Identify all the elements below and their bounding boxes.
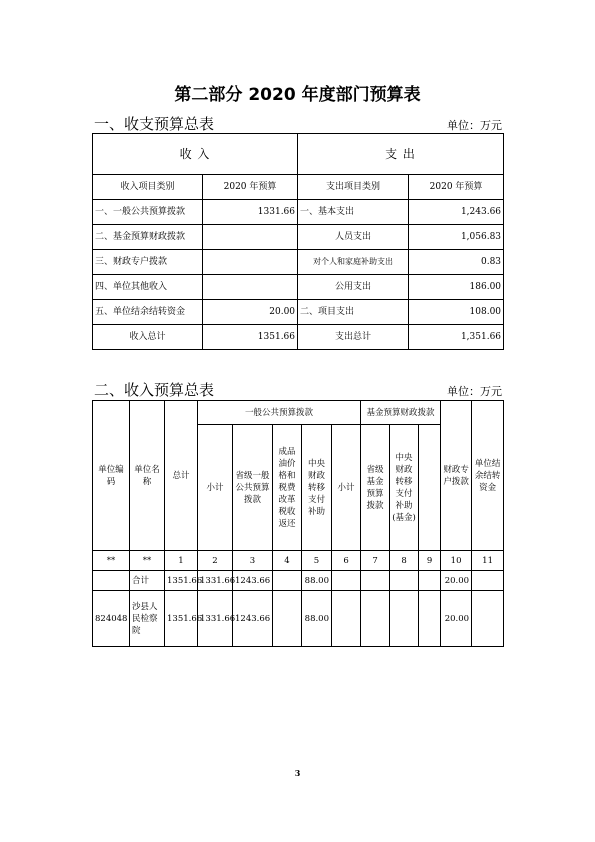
expense-value: 108.00 bbox=[409, 300, 504, 325]
table-row bbox=[93, 225, 504, 250]
table-row bbox=[93, 571, 504, 591]
income-category: 一、一般公共预算拨款 bbox=[93, 200, 203, 225]
col-fund-central: 中央财政转移支付补助(基金) bbox=[390, 425, 419, 551]
section1-unit: 单位：万元 bbox=[447, 119, 502, 132]
col-expense-category: 支出项目类别 bbox=[298, 175, 409, 200]
cell-general-central: 88.00 bbox=[302, 571, 332, 591]
index-cell: ** bbox=[93, 551, 130, 571]
cell-other bbox=[472, 591, 504, 647]
cell-special bbox=[419, 591, 441, 647]
index-cell: ** bbox=[130, 551, 165, 571]
income-value: 1331.66 bbox=[203, 200, 298, 225]
table-row bbox=[93, 200, 504, 225]
cell-special bbox=[419, 571, 441, 591]
table-row bbox=[93, 275, 504, 300]
col-general-central: 中央财政转移支付补助 bbox=[302, 425, 332, 551]
expense-header: 支 出 bbox=[298, 134, 504, 175]
expense-value: 1,056.83 bbox=[409, 225, 504, 250]
cell-code bbox=[93, 571, 130, 591]
income-total-value: 1351.66 bbox=[203, 325, 298, 350]
col-income-category: 收入项目类别 bbox=[93, 175, 203, 200]
table-row bbox=[93, 325, 504, 350]
cell-fund-subtotal bbox=[332, 571, 361, 591]
expense-category: 对个人和家庭补助支出 bbox=[298, 250, 409, 275]
expense-total-label: 支出总计 bbox=[298, 325, 409, 350]
section2-unit: 单位：万元 bbox=[447, 385, 502, 398]
cell-oil-tax bbox=[273, 591, 302, 647]
index-cell: 5 bbox=[302, 551, 332, 571]
income-category: 五、单位结余结转资金 bbox=[93, 300, 203, 325]
expense-category: 人员支出 bbox=[298, 225, 409, 250]
cell-code: 824048 bbox=[93, 591, 130, 647]
cell-carryover: 20.00 bbox=[441, 591, 472, 647]
col-expense-budget: 2020 年预算 bbox=[409, 175, 504, 200]
table-row bbox=[93, 300, 504, 325]
col-special-account: 财政专户拨款 bbox=[441, 401, 472, 551]
cell-carryover: 20.00 bbox=[441, 571, 472, 591]
cell-general-subtotal: 1331.66 bbox=[198, 591, 233, 647]
col-income-budget: 2020 年预算 bbox=[203, 175, 298, 200]
expense-value: 1,243.66 bbox=[409, 200, 504, 225]
cell-general-central: 88.00 bbox=[302, 591, 332, 647]
income-category: 三、财政专户拨款 bbox=[93, 250, 203, 275]
index-cell: 9 bbox=[419, 551, 441, 571]
cell-fund-subtotal bbox=[332, 591, 361, 647]
cell-general-provincial: 1243.66 bbox=[233, 571, 273, 591]
table-row bbox=[93, 591, 504, 647]
index-cell: 4 bbox=[273, 551, 302, 571]
expense-category: 二、项目支出 bbox=[298, 300, 409, 325]
cell-fund-central bbox=[390, 571, 419, 591]
expense-category: 公用支出 bbox=[298, 275, 409, 300]
col-unit-code: 单位编码 bbox=[93, 401, 130, 551]
expense-value: 186.00 bbox=[409, 275, 504, 300]
cell-general-provincial: 1243.66 bbox=[233, 591, 273, 647]
col-fund-subtotal: 小计 bbox=[332, 425, 361, 551]
index-cell: 7 bbox=[361, 551, 390, 571]
section1-heading: 一、收支预算总表 bbox=[94, 115, 215, 133]
cell-fund-provincial bbox=[361, 591, 390, 647]
cell-name: 合计 bbox=[130, 571, 165, 591]
income-value: 20.00 bbox=[203, 300, 298, 325]
index-cell: 1 bbox=[165, 551, 198, 571]
cell-general-subtotal: 1331.66 bbox=[198, 571, 233, 591]
cell-fund-provincial bbox=[361, 571, 390, 591]
col-total: 总计 bbox=[165, 401, 198, 551]
index-cell: 3 bbox=[233, 551, 273, 571]
income-value bbox=[203, 275, 298, 300]
cell-fund-central bbox=[390, 591, 419, 647]
index-cell: 8 bbox=[390, 551, 419, 571]
expense-total-value: 1,351.66 bbox=[409, 325, 504, 350]
income-total-label: 收入总计 bbox=[93, 325, 203, 350]
income-category: 二、基金预算财政拨款 bbox=[93, 225, 203, 250]
expense-category: 一、基本支出 bbox=[298, 200, 409, 225]
cell-oil-tax bbox=[273, 571, 302, 591]
income-category: 四、单位其他收入 bbox=[93, 275, 203, 300]
income-value bbox=[203, 225, 298, 250]
income-summary-table bbox=[92, 400, 504, 647]
col-general-subtotal: 小计 bbox=[198, 425, 233, 551]
index-cell: 11 bbox=[472, 551, 504, 571]
page-number: 3 bbox=[294, 768, 301, 778]
cell-total: 1351.66 bbox=[165, 591, 198, 647]
section2-heading: 二、收入预算总表 bbox=[94, 381, 215, 399]
cell-other bbox=[472, 571, 504, 591]
col-general-provincial: 省级一般公共预算拨款 bbox=[233, 425, 273, 551]
col-carryover: 单位结余结转资金 bbox=[472, 401, 504, 551]
income-header: 收 入 bbox=[93, 134, 298, 175]
col-general-oil-tax: 成品油价格和税费改革税收返还 bbox=[273, 425, 302, 551]
col-fund-provincial: 省级基金预算拨款 bbox=[361, 425, 390, 551]
cell-name: 沙县人民检察院 bbox=[130, 591, 165, 647]
income-value bbox=[203, 250, 298, 275]
index-row bbox=[93, 551, 504, 571]
budget-summary-table bbox=[92, 133, 504, 350]
expense-value: 0.83 bbox=[409, 250, 504, 275]
index-cell: 2 bbox=[198, 551, 233, 571]
table-row bbox=[93, 250, 504, 275]
page-title: 第二部分 2020 年度部门预算表 bbox=[174, 85, 421, 105]
index-cell: 10 bbox=[441, 551, 472, 571]
cell-total: 1351.66 bbox=[165, 571, 198, 591]
group-fund-budget: 基金预算财政拨款 bbox=[361, 401, 441, 425]
col-unit-name: 单位名称 bbox=[130, 401, 165, 551]
group-general-budget: 一般公共预算拨款 bbox=[198, 401, 361, 425]
index-cell: 6 bbox=[332, 551, 361, 571]
